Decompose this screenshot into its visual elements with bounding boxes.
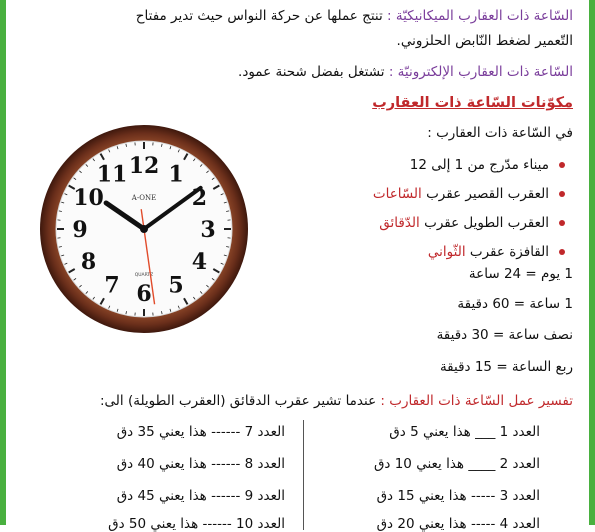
equality-quarter-hour: ربع الساعة = 15 دقيقة — [440, 359, 573, 375]
components-subheading: في السّاعة ذات العقارب : — [427, 125, 573, 141]
clock-brand: A-ONE — [131, 194, 156, 202]
clock-numeral: 8 — [81, 249, 96, 275]
clock-numeral: 1 — [168, 162, 183, 188]
explanation-line — [100, 393, 573, 409]
electronic-description: تشتغل بفضل شحنة عمود. — [238, 64, 389, 80]
clock-numeral: 11 — [97, 162, 128, 188]
list-item: ميناء مدّرج من 1 إلى 12 — [373, 155, 565, 184]
clock-numeral: 7 — [104, 272, 119, 298]
mechanical-description: تنتج عملها عن حركة النواس حيث تدير مفتاح — [136, 8, 387, 24]
components-heading: مكوّنات السّاعة ذات العقارب — [372, 95, 573, 111]
clock-numeral: 4 — [192, 249, 207, 275]
wall-clock-image — [38, 123, 250, 335]
electronic-term: السّاعة ذات العقارب الإلكترونيّة : — [389, 64, 573, 80]
list-item: القافزة عقرب الثّواني — [373, 242, 565, 271]
equality-hour: 1 ساعة = 60 دقيقة — [457, 296, 573, 312]
equality-day: 1 يوم = 24 ساعة — [469, 266, 573, 282]
table-left-row: العدد 10 ------ هذا يعني 50 دق — [108, 516, 285, 532]
list-item: العقرب الطويل عقرب الدّقائق — [373, 213, 565, 242]
clock-numeral: 6 — [136, 281, 151, 307]
electronic-clock-line — [238, 64, 573, 80]
table-left-row: العدد 7 ------ هذا يعني 35 دق — [117, 424, 285, 440]
mechanical-clock-line — [136, 8, 573, 24]
table-left-row: العدد 8 ------ هذا يعني 40 دق — [117, 456, 285, 472]
explanation-description: عندما تشير عقرب الدقائق (العقرب الطويلة) الى: — [100, 393, 380, 409]
clock-numeral: 12 — [129, 153, 160, 179]
clock-numeral: 2 — [192, 185, 207, 211]
table-right-row: العدد 4 ----- هذا يعني 20 دق — [377, 516, 540, 532]
table-right-row: العدد 2 ____ هذا يعني 10 دق — [374, 456, 540, 472]
clock-numeral: 3 — [200, 217, 215, 243]
clock-numeral: 9 — [72, 217, 87, 243]
table-divider — [303, 420, 304, 530]
explanation-title: تفسير عمل السّاعة ذات العقارب : — [380, 393, 573, 409]
components-list — [373, 155, 565, 271]
clock-numeral: 10 — [73, 185, 104, 211]
clock-center-cap — [140, 225, 148, 233]
clock-quartz-label: QUARTZ — [135, 272, 154, 278]
clock-numeral: 5 — [168, 272, 183, 298]
mechanical-term: السّاعة ذات العقارب الميكانيكيّة : — [387, 8, 573, 24]
list-item: العقرب القصير عقرب السّاعات — [373, 184, 565, 213]
table-left-row: العدد 9 ------ هذا يعني 45 دق — [117, 488, 285, 504]
table-right-row: العدد 1 ___ هذا يعني 5 دق — [389, 424, 540, 440]
mechanical-description-cont: التّعمير لضغط النّابض الحلزوني. — [397, 33, 573, 49]
equality-half-hour: نصف ساعة = 30 دقيقة — [437, 327, 573, 343]
table-right-row: العدد 3 ----- هذا يعني 15 دق — [377, 488, 540, 504]
